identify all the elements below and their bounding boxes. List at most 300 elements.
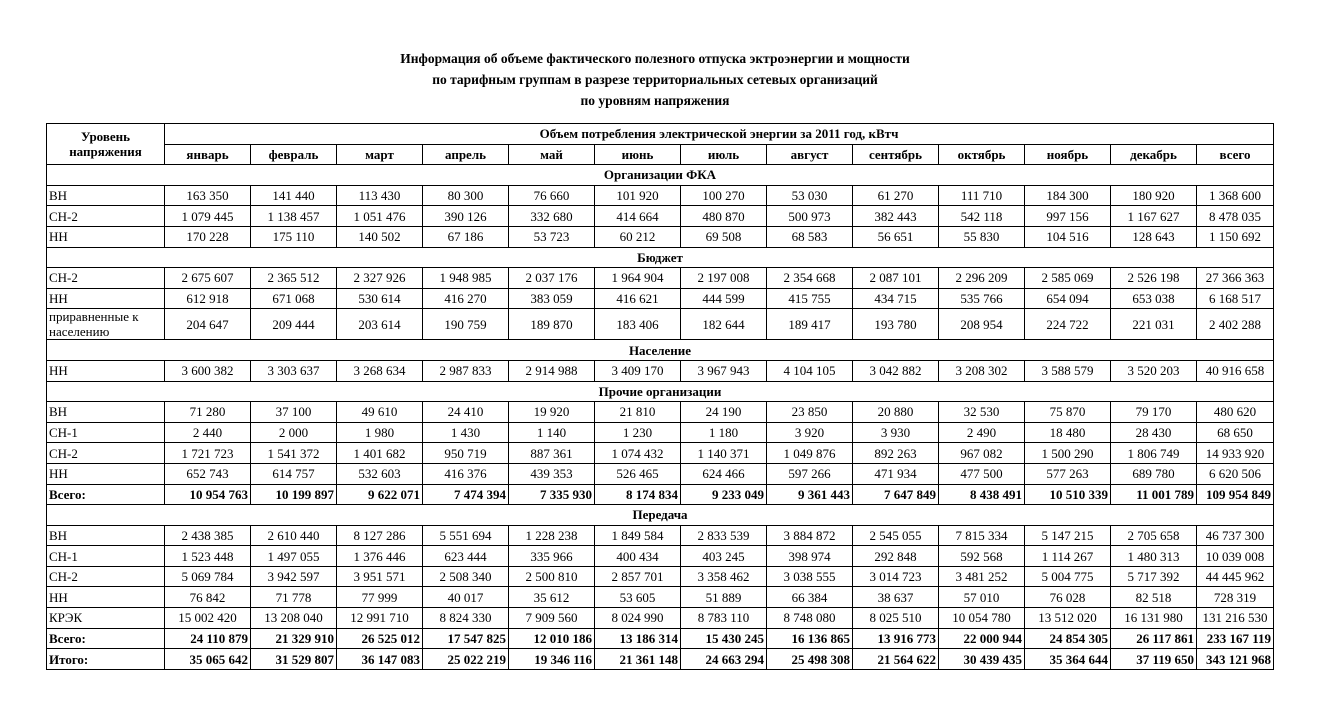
row-label: СН-1 [47, 546, 165, 567]
value-cell: 8 024 990 [595, 608, 681, 629]
value-cell: 113 430 [337, 185, 423, 206]
value-cell: 189 417 [767, 309, 853, 340]
value-cell: 24 854 305 [1025, 628, 1111, 649]
total-row [47, 628, 1274, 649]
value-cell: 416 376 [423, 463, 509, 484]
value-cell: 1 228 238 [509, 525, 595, 546]
value-cell: 8 783 110 [681, 608, 767, 629]
value-cell: 141 440 [251, 185, 337, 206]
month-header: март [337, 144, 423, 165]
month-header: август [767, 144, 853, 165]
value-cell: 9 622 071 [337, 484, 423, 505]
month-header: январь [165, 144, 251, 165]
value-cell: 3 038 555 [767, 566, 853, 587]
value-cell: 1 721 723 [165, 443, 251, 464]
value-cell: 182 644 [681, 309, 767, 340]
value-cell: 1 140 371 [681, 443, 767, 464]
value-cell: 46 737 300 [1197, 525, 1274, 546]
value-cell: 3 520 203 [1111, 360, 1197, 381]
header-row-top [47, 124, 1274, 145]
value-cell: 1 806 749 [1111, 443, 1197, 464]
value-cell: 8 127 286 [337, 525, 423, 546]
value-cell: 19 346 116 [509, 649, 595, 670]
value-cell: 653 038 [1111, 288, 1197, 309]
value-cell: 415 755 [767, 288, 853, 309]
value-cell: 203 614 [337, 309, 423, 340]
value-cell: 950 719 [423, 443, 509, 464]
value-cell: 6 620 506 [1197, 463, 1274, 484]
row-label: Итого: [47, 649, 165, 670]
table-row [47, 206, 1274, 227]
value-cell: 75 870 [1025, 402, 1111, 423]
value-cell: 35 612 [509, 587, 595, 608]
value-cell: 3 042 882 [853, 360, 939, 381]
value-cell: 61 270 [853, 185, 939, 206]
level-header: Уровень напряжения [47, 124, 165, 165]
value-cell: 1 480 313 [1111, 546, 1197, 567]
value-cell: 21 329 910 [251, 628, 337, 649]
value-cell: 76 842 [165, 587, 251, 608]
value-cell: 13 186 314 [595, 628, 681, 649]
value-cell: 76 028 [1025, 587, 1111, 608]
value-cell: 31 529 807 [251, 649, 337, 670]
row-label: НН [47, 288, 165, 309]
value-cell: 140 502 [337, 226, 423, 247]
table-row [47, 309, 1274, 340]
month-header: февраль [251, 144, 337, 165]
value-cell: 8 174 834 [595, 484, 681, 505]
value-cell: 535 766 [939, 288, 1025, 309]
document-title [0, 48, 1310, 111]
value-cell: 592 568 [939, 546, 1025, 567]
value-cell: 3 967 943 [681, 360, 767, 381]
row-label: НН [47, 360, 165, 381]
value-cell: 1 140 [509, 422, 595, 443]
value-cell: 3 014 723 [853, 566, 939, 587]
value-cell: 9 233 049 [681, 484, 767, 505]
value-cell: 5 147 215 [1025, 525, 1111, 546]
value-cell: 2 197 008 [681, 268, 767, 289]
value-cell: 2 585 069 [1025, 268, 1111, 289]
value-cell: 2 987 833 [423, 360, 509, 381]
row-label: СН-1 [47, 422, 165, 443]
value-cell: 2 490 [939, 422, 1025, 443]
row-label: Всего: [47, 484, 165, 505]
value-cell: 1 500 290 [1025, 443, 1111, 464]
value-cell: 2 402 288 [1197, 309, 1274, 340]
value-cell: 577 263 [1025, 463, 1111, 484]
value-cell: 7 647 849 [853, 484, 939, 505]
value-cell: 5 717 392 [1111, 566, 1197, 587]
value-cell: 2 610 440 [251, 525, 337, 546]
row-label: Всего: [47, 628, 165, 649]
value-cell: 10 054 780 [939, 608, 1025, 629]
section-title: Бюджет [47, 247, 1274, 268]
row-label: СН-2 [47, 566, 165, 587]
value-cell: 163 350 [165, 185, 251, 206]
title-line-3: по уровням напряжения [580, 93, 730, 108]
value-cell: 22 000 944 [939, 628, 1025, 649]
value-cell: 23 850 [767, 402, 853, 423]
value-cell: 2 296 209 [939, 268, 1025, 289]
value-cell: 2 705 658 [1111, 525, 1197, 546]
value-cell: 3 268 634 [337, 360, 423, 381]
value-cell: 11 001 789 [1111, 484, 1197, 505]
value-cell: 1 964 904 [595, 268, 681, 289]
value-cell: 2 526 198 [1111, 268, 1197, 289]
value-cell: 26 525 012 [337, 628, 423, 649]
value-cell: 1 430 [423, 422, 509, 443]
value-cell: 209 444 [251, 309, 337, 340]
row-label: НН [47, 226, 165, 247]
value-cell: 79 170 [1111, 402, 1197, 423]
row-label: НН [47, 587, 165, 608]
total-row [47, 649, 1274, 670]
table-row [47, 288, 1274, 309]
value-cell: 10 039 008 [1197, 546, 1274, 567]
value-cell: 180 920 [1111, 185, 1197, 206]
month-header: июнь [595, 144, 681, 165]
value-cell: 76 660 [509, 185, 595, 206]
value-cell: 652 743 [165, 463, 251, 484]
value-cell: 3 920 [767, 422, 853, 443]
value-cell: 382 443 [853, 206, 939, 227]
value-cell: 292 848 [853, 546, 939, 567]
value-cell: 614 757 [251, 463, 337, 484]
table-row [47, 268, 1274, 289]
value-cell: 100 270 [681, 185, 767, 206]
value-cell: 6 168 517 [1197, 288, 1274, 309]
value-cell: 3 208 302 [939, 360, 1025, 381]
value-cell: 69 508 [681, 226, 767, 247]
value-cell: 2 545 055 [853, 525, 939, 546]
section-title: Прочие организации [47, 381, 1274, 402]
value-cell: 4 104 105 [767, 360, 853, 381]
value-cell: 471 934 [853, 463, 939, 484]
value-cell: 2 440 [165, 422, 251, 443]
value-cell: 27 366 363 [1197, 268, 1274, 289]
value-cell: 13 512 020 [1025, 608, 1111, 629]
value-cell: 131 216 530 [1197, 608, 1274, 629]
value-cell: 383 059 [509, 288, 595, 309]
value-cell: 2 857 701 [595, 566, 681, 587]
value-cell: 204 647 [165, 309, 251, 340]
value-cell: 49 610 [337, 402, 423, 423]
value-cell: 111 710 [939, 185, 1025, 206]
row-label: КРЭК [47, 608, 165, 629]
value-cell: 3 303 637 [251, 360, 337, 381]
table-row [47, 443, 1274, 464]
table-row [47, 402, 1274, 423]
value-cell: 13 916 773 [853, 628, 939, 649]
value-cell: 57 010 [939, 587, 1025, 608]
value-cell: 1 138 457 [251, 206, 337, 227]
value-cell: 17 547 825 [423, 628, 509, 649]
value-cell: 21 361 148 [595, 649, 681, 670]
value-cell: 208 954 [939, 309, 1025, 340]
value-cell: 1 049 876 [767, 443, 853, 464]
value-cell: 12 010 186 [509, 628, 595, 649]
value-cell: 3 951 571 [337, 566, 423, 587]
value-cell: 16 131 980 [1111, 608, 1197, 629]
section-row [47, 247, 1274, 268]
value-cell: 1 541 372 [251, 443, 337, 464]
section-row [47, 505, 1274, 526]
value-cell: 37 119 650 [1111, 649, 1197, 670]
value-cell: 21 564 622 [853, 649, 939, 670]
value-cell: 24 190 [681, 402, 767, 423]
table-row [47, 546, 1274, 567]
value-cell: 36 147 083 [337, 649, 423, 670]
value-cell: 16 136 865 [767, 628, 853, 649]
value-cell: 7 335 930 [509, 484, 595, 505]
month-header: май [509, 144, 595, 165]
value-cell: 3 884 872 [767, 525, 853, 546]
month-header: декабрь [1111, 144, 1197, 165]
value-cell: 2 914 988 [509, 360, 595, 381]
consumption-table [46, 123, 1274, 670]
value-cell: 343 121 968 [1197, 649, 1274, 670]
month-header: сентябрь [853, 144, 939, 165]
value-cell: 53 723 [509, 226, 595, 247]
row-label: ВН [47, 525, 165, 546]
value-cell: 19 920 [509, 402, 595, 423]
value-cell: 24 410 [423, 402, 509, 423]
month-header: ноябрь [1025, 144, 1111, 165]
value-cell: 32 530 [939, 402, 1025, 423]
value-cell: 44 445 962 [1197, 566, 1274, 587]
value-cell: 8 438 491 [939, 484, 1025, 505]
value-cell: 53 030 [767, 185, 853, 206]
value-cell: 77 999 [337, 587, 423, 608]
value-cell: 1 114 267 [1025, 546, 1111, 567]
value-cell: 2 000 [251, 422, 337, 443]
value-cell: 526 465 [595, 463, 681, 484]
value-cell: 25 022 219 [423, 649, 509, 670]
table-body [47, 124, 1274, 670]
value-cell: 1 368 600 [1197, 185, 1274, 206]
row-label: СН-2 [47, 443, 165, 464]
value-cell: 8 748 080 [767, 608, 853, 629]
value-cell: 3 409 170 [595, 360, 681, 381]
value-cell: 390 126 [423, 206, 509, 227]
table-row [47, 525, 1274, 546]
value-cell: 887 361 [509, 443, 595, 464]
value-cell: 477 500 [939, 463, 1025, 484]
value-cell: 1 230 [595, 422, 681, 443]
value-cell: 53 605 [595, 587, 681, 608]
value-cell: 18 480 [1025, 422, 1111, 443]
value-cell: 56 651 [853, 226, 939, 247]
value-cell: 597 266 [767, 463, 853, 484]
value-cell: 2 037 176 [509, 268, 595, 289]
value-cell: 728 319 [1197, 587, 1274, 608]
month-header: всего [1197, 144, 1274, 165]
value-cell: 416 270 [423, 288, 509, 309]
table-row [47, 360, 1274, 381]
value-cell: 2 508 340 [423, 566, 509, 587]
month-header-row [47, 144, 1274, 165]
value-cell: 25 498 308 [767, 649, 853, 670]
value-cell: 51 889 [681, 587, 767, 608]
value-cell: 71 778 [251, 587, 337, 608]
value-cell: 400 434 [595, 546, 681, 567]
value-cell: 5 069 784 [165, 566, 251, 587]
value-cell: 8 824 330 [423, 608, 509, 629]
value-cell: 2 500 810 [509, 566, 595, 587]
value-cell: 967 082 [939, 443, 1025, 464]
value-cell: 3 588 579 [1025, 360, 1111, 381]
value-cell: 500 973 [767, 206, 853, 227]
row-label: НН [47, 463, 165, 484]
value-cell: 542 118 [939, 206, 1025, 227]
table-row [47, 587, 1274, 608]
value-cell: 2 327 926 [337, 268, 423, 289]
value-cell: 30 439 435 [939, 649, 1025, 670]
value-cell: 3 358 462 [681, 566, 767, 587]
value-cell: 184 300 [1025, 185, 1111, 206]
value-cell: 189 870 [509, 309, 595, 340]
value-cell: 1 376 446 [337, 546, 423, 567]
value-cell: 101 920 [595, 185, 681, 206]
value-cell: 671 068 [251, 288, 337, 309]
value-cell: 398 974 [767, 546, 853, 567]
value-cell: 335 966 [509, 546, 595, 567]
value-cell: 24 663 294 [681, 649, 767, 670]
table-row [47, 566, 1274, 587]
value-cell: 80 300 [423, 185, 509, 206]
value-cell: 480 620 [1197, 402, 1274, 423]
value-cell: 1 523 448 [165, 546, 251, 567]
value-cell: 7 815 334 [939, 525, 1025, 546]
value-cell: 175 110 [251, 226, 337, 247]
value-cell: 8 025 510 [853, 608, 939, 629]
value-cell: 128 643 [1111, 226, 1197, 247]
value-cell: 414 664 [595, 206, 681, 227]
value-cell: 530 614 [337, 288, 423, 309]
section-row [47, 165, 1274, 186]
value-cell: 1 497 055 [251, 546, 337, 567]
value-cell: 1 150 692 [1197, 226, 1274, 247]
row-label: СН-2 [47, 268, 165, 289]
value-cell: 416 621 [595, 288, 681, 309]
section-title: Население [47, 340, 1274, 361]
value-cell: 68 650 [1197, 422, 1274, 443]
value-cell: 15 002 420 [165, 608, 251, 629]
month-header: октябрь [939, 144, 1025, 165]
value-cell: 624 466 [681, 463, 767, 484]
value-cell: 170 228 [165, 226, 251, 247]
value-cell: 7 474 394 [423, 484, 509, 505]
value-cell: 35 065 642 [165, 649, 251, 670]
value-cell: 1 849 584 [595, 525, 681, 546]
value-cell: 3 600 382 [165, 360, 251, 381]
value-cell: 68 583 [767, 226, 853, 247]
title-line-2: по тарифным группам в разрезе территориальных сетевых организаций [432, 72, 878, 87]
value-cell: 2 438 385 [165, 525, 251, 546]
value-cell: 532 603 [337, 463, 423, 484]
value-cell: 60 212 [595, 226, 681, 247]
table-row [47, 226, 1274, 247]
value-cell: 1 401 682 [337, 443, 423, 464]
value-cell: 221 031 [1111, 309, 1197, 340]
value-cell: 233 167 119 [1197, 628, 1274, 649]
row-label: ВН [47, 185, 165, 206]
value-cell: 190 759 [423, 309, 509, 340]
value-cell: 434 715 [853, 288, 939, 309]
section-title: Передача [47, 505, 1274, 526]
span-header: Объем потребления электрической энергии за 2011 год, кВтч [165, 124, 1274, 145]
value-cell: 439 353 [509, 463, 595, 484]
section-title: Организации ФКА [47, 165, 1274, 186]
total-row [47, 484, 1274, 505]
table-row [47, 608, 1274, 629]
value-cell: 892 263 [853, 443, 939, 464]
value-cell: 71 280 [165, 402, 251, 423]
value-cell: 1 051 476 [337, 206, 423, 227]
value-cell: 997 156 [1025, 206, 1111, 227]
value-cell: 2 354 668 [767, 268, 853, 289]
value-cell: 1 074 432 [595, 443, 681, 464]
section-row [47, 381, 1274, 402]
section-row [47, 340, 1274, 361]
value-cell: 2 675 607 [165, 268, 251, 289]
value-cell: 1 167 627 [1111, 206, 1197, 227]
value-cell: 8 478 035 [1197, 206, 1274, 227]
value-cell: 623 444 [423, 546, 509, 567]
value-cell: 24 110 879 [165, 628, 251, 649]
value-cell: 2 087 101 [853, 268, 939, 289]
value-cell: 9 361 443 [767, 484, 853, 505]
value-cell: 332 680 [509, 206, 595, 227]
value-cell: 38 637 [853, 587, 939, 608]
value-cell: 35 364 644 [1025, 649, 1111, 670]
table-row [47, 422, 1274, 443]
value-cell: 28 430 [1111, 422, 1197, 443]
value-cell: 10 510 339 [1025, 484, 1111, 505]
value-cell: 1 948 985 [423, 268, 509, 289]
value-cell: 183 406 [595, 309, 681, 340]
value-cell: 689 780 [1111, 463, 1197, 484]
value-cell: 224 722 [1025, 309, 1111, 340]
value-cell: 1 180 [681, 422, 767, 443]
month-header: июль [681, 144, 767, 165]
table-row [47, 463, 1274, 484]
value-cell: 480 870 [681, 206, 767, 227]
value-cell: 3 930 [853, 422, 939, 443]
value-cell: 403 245 [681, 546, 767, 567]
value-cell: 2 365 512 [251, 268, 337, 289]
table-row [47, 185, 1274, 206]
value-cell: 26 117 861 [1111, 628, 1197, 649]
value-cell: 444 599 [681, 288, 767, 309]
value-cell: 40 017 [423, 587, 509, 608]
value-cell: 10 954 763 [165, 484, 251, 505]
value-cell: 7 909 560 [509, 608, 595, 629]
value-cell: 13 208 040 [251, 608, 337, 629]
value-cell: 21 810 [595, 402, 681, 423]
value-cell: 12 991 710 [337, 608, 423, 629]
value-cell: 10 199 897 [251, 484, 337, 505]
value-cell: 654 094 [1025, 288, 1111, 309]
value-cell: 2 833 539 [681, 525, 767, 546]
value-cell: 37 100 [251, 402, 337, 423]
month-header: апрель [423, 144, 509, 165]
value-cell: 66 384 [767, 587, 853, 608]
value-cell: 55 830 [939, 226, 1025, 247]
value-cell: 3 481 252 [939, 566, 1025, 587]
row-label: СН-2 [47, 206, 165, 227]
